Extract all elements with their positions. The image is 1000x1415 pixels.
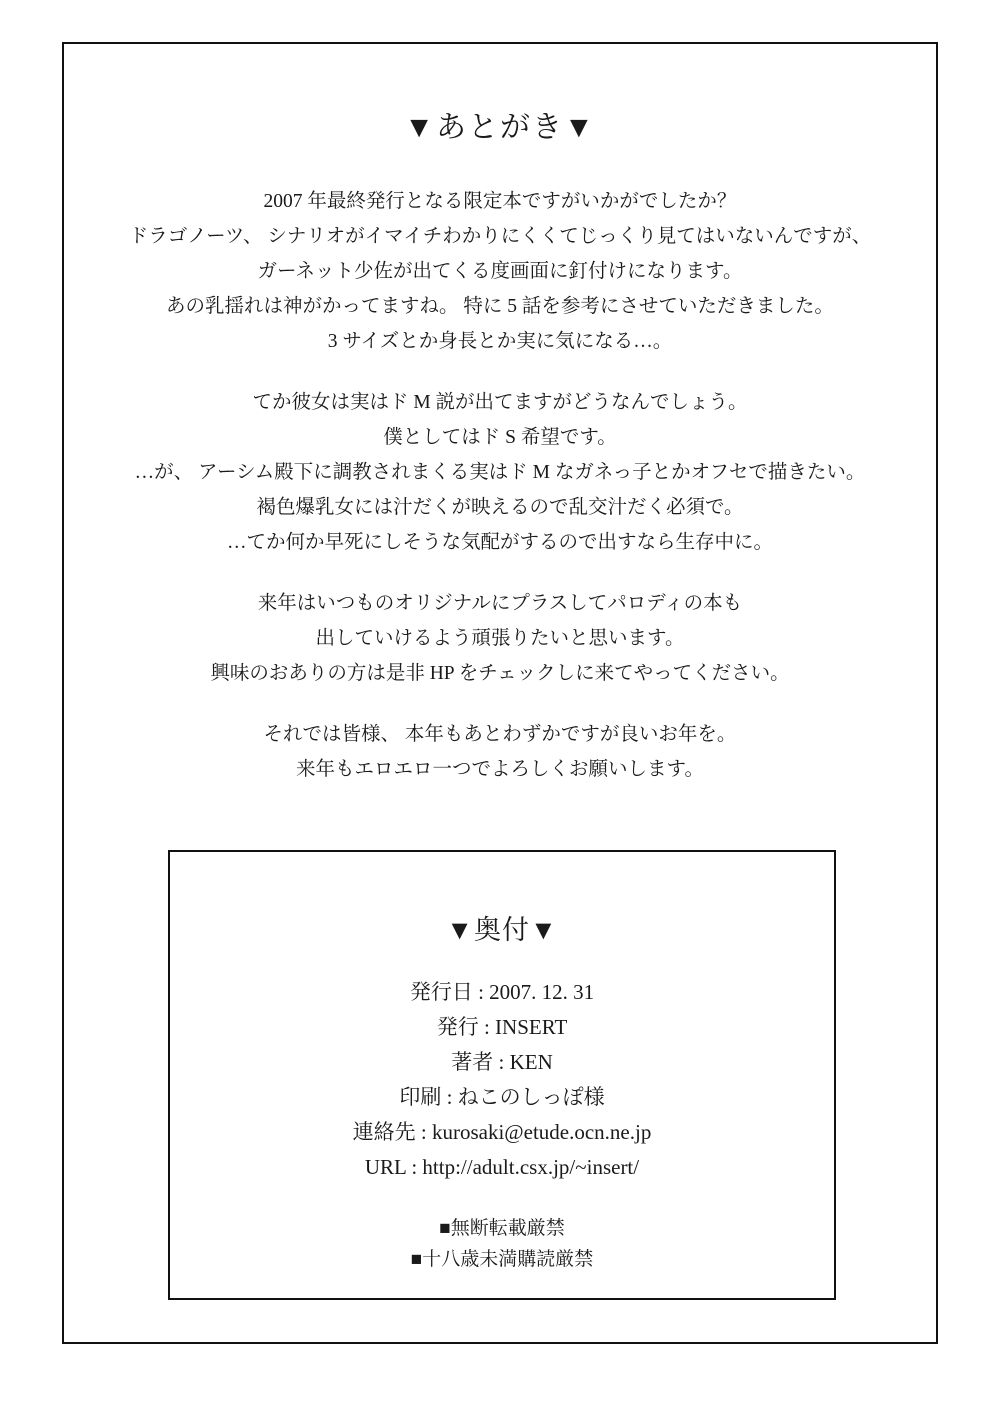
afterword-paragraph: [104, 184, 896, 359]
afterword-body: [104, 184, 896, 787]
afterword-paragraph: [104, 385, 896, 560]
text-line: 僕としてはド S 希望です。: [383, 427, 617, 448]
text-line: 興味のおありの方は是非 HP をチェックしに来てやってください。: [210, 663, 790, 684]
text-line: 褐色爆乳女には汁だくが映えるので乱交汁だく必須で。: [256, 497, 744, 518]
text-line: 来年はいつものオリジナルにプラスしてパロディの本も: [257, 593, 743, 614]
text-line: てか彼女は実はド M 説が出てますがどうなんでしょう。: [252, 392, 748, 413]
notice-no-reproduction: ■無断転載厳禁: [439, 1218, 565, 1239]
text-line: 来年もエロエロ一つでよろしくお願いします。: [296, 759, 704, 780]
text-line: ドラゴノーツ、 シナリオがイマイチわかりにくくてじっくり見てはいないんですが、: [128, 226, 872, 247]
afterword-paragraph: [104, 717, 896, 787]
text-line: …が、 アーシム殿下に調教されまくる実はド M なガネっ子とかオフセで描きたい。: [134, 462, 866, 483]
colophon-entries: [170, 975, 834, 1185]
colophon-heading: ▼奥付▼: [446, 915, 558, 945]
text-line: ガーネット少佐が出てくる度画面に釘付けになります。: [257, 261, 743, 282]
afterword-heading: ▼あとがき▼: [404, 111, 596, 144]
notice-age-restriction: ■十八歳未満購読厳禁: [410, 1249, 594, 1270]
colophon-entry-publisher: 発行 : INSERT: [436, 1015, 568, 1039]
text-line: 出していけるよう頑張りたいと思います。: [315, 628, 685, 649]
page-border: [62, 42, 938, 1344]
colophon-entry-author: 著者 : KEN: [451, 1050, 553, 1074]
text-line: あの乳揺れは神がかってますね。 特に 5 話を参考にさせていただきました。: [166, 296, 834, 317]
colophon-box: [168, 850, 836, 1300]
afterword-paragraph: [104, 586, 896, 691]
colophon-entry-contact: 連絡先 : kurosaki@etude.ocn.ne.jp: [352, 1120, 652, 1144]
text-line: …てか何か早死にしそうな気配がするので出すなら生存中に。: [226, 532, 773, 553]
colophon-notices: [170, 1213, 834, 1275]
colophon-entry-printer: 印刷 : ねこのしっぽ様: [399, 1085, 605, 1109]
colophon-entry-url[interactable]: URL : http://adult.csx.jp/~insert/: [364, 1155, 640, 1179]
colophon-entry-publish-date: 発行日 : 2007. 12. 31: [409, 980, 595, 1004]
text-line: 3 サイズとか身長とか実に気になる…。: [327, 331, 673, 352]
text-line: 2007 年最終発行となる限定本ですがいかがでしたか？: [263, 191, 737, 212]
text-line: それでは皆様、 本年もあとわずかですが良いお年を。: [263, 724, 737, 745]
